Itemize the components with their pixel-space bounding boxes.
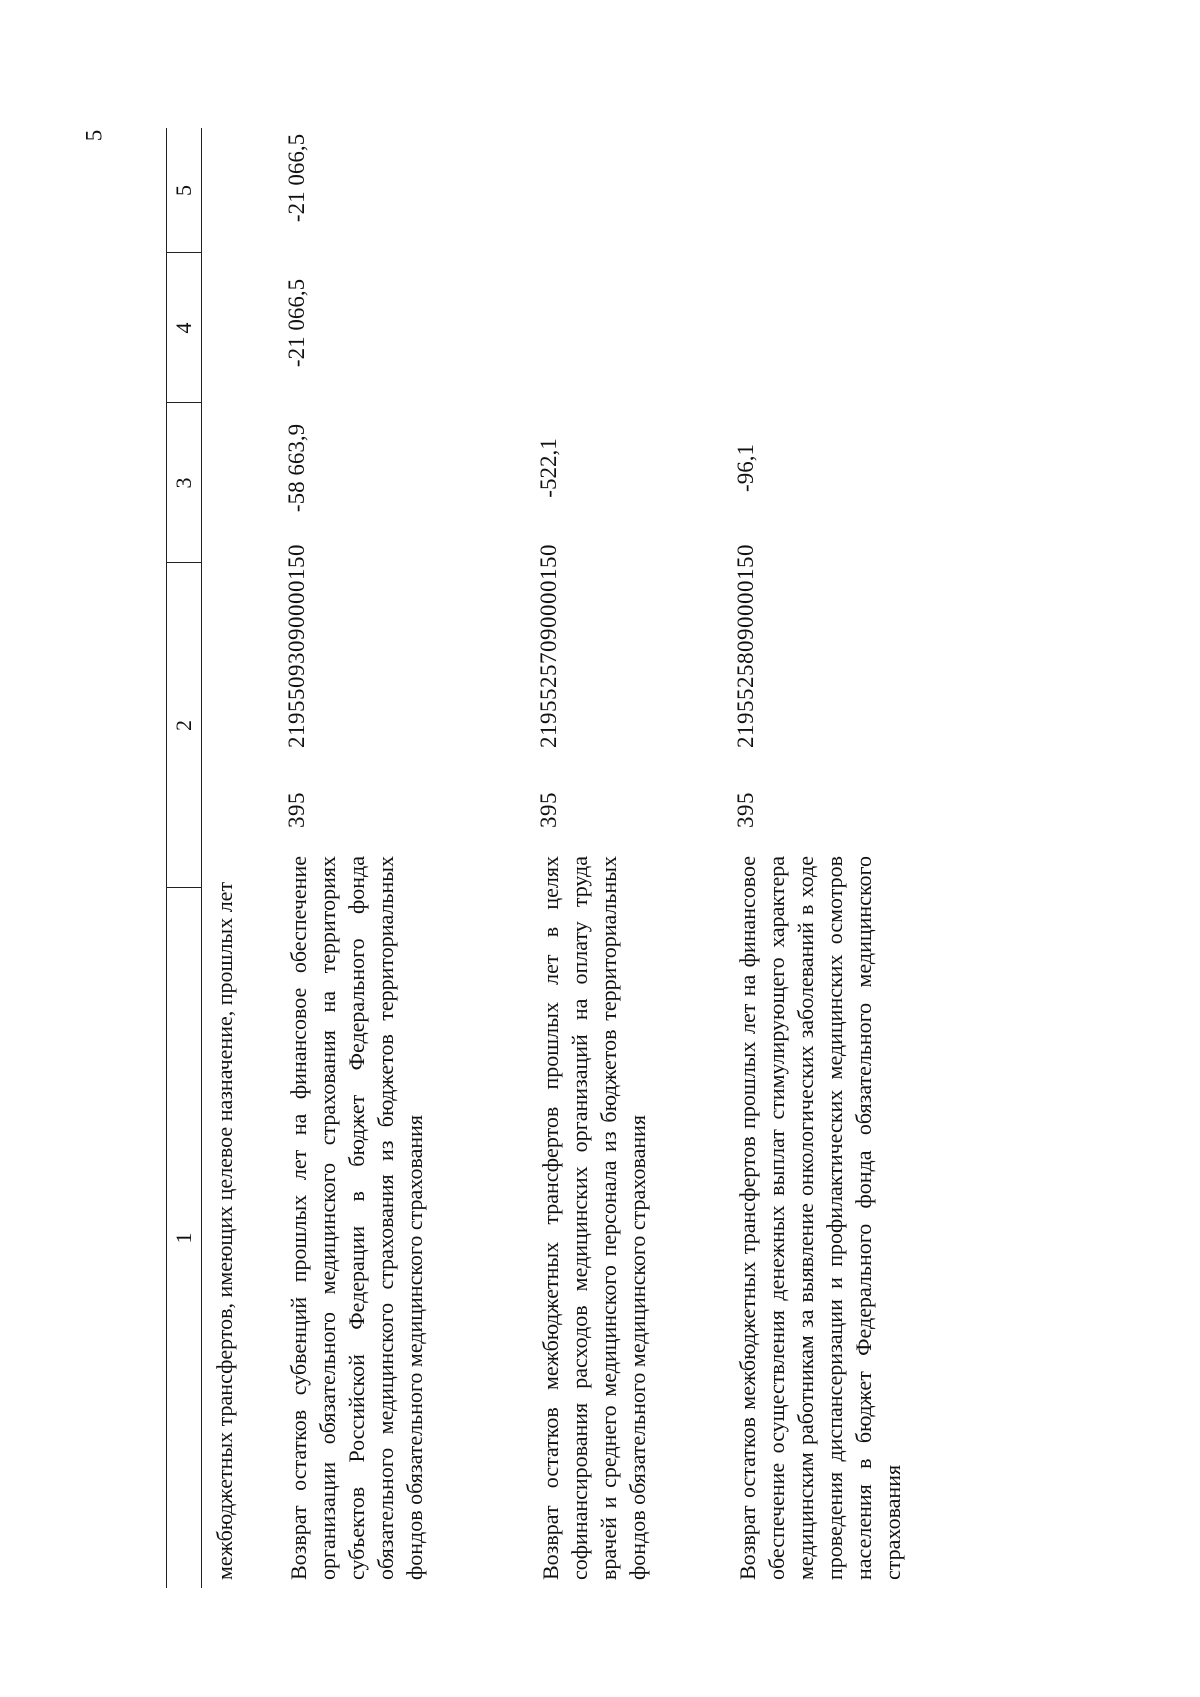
header-col-2: 2: [171, 720, 196, 731]
row-description: Возврат остатков межбюджетных трансфертов прошлых лет на финансовое обеспечение осуществления денежных выплат стимулирующего характера медицинским работникам за выявление онкологических заболеваний в ходе проведения диспансеризации и профилактических медицинских осмотров населения в бюджет Федерального фонда обязательного медицинского страхования: [735, 856, 905, 1580]
row-kbk: 21955257090000150: [536, 544, 561, 748]
page-number: 5: [81, 129, 107, 142]
row-value-col3: -522,1: [536, 438, 561, 498]
row-value-col3: -58 663,9: [284, 423, 309, 513]
header-col-1: 1: [171, 1232, 196, 1244]
row-description: межбюджетных трансфертов, имеющих целевое назначение, прошлых лет: [212, 881, 237, 1580]
budget-table: [166, 128, 1200, 1588]
row-admin-code: 395: [284, 792, 309, 828]
header-col-3: 3: [171, 477, 196, 489]
row-value-col4: -21 066,5: [284, 278, 309, 368]
row-kbk: 21955258090000150: [733, 544, 758, 748]
row-description: Возврат остатков субвенций прошлых лет на финансовое обеспечение организации обязательного медицинского страхования на территориях субъектов Российской Федерации в бюджет Федерального фонда обязательного медицинского страхования из бюджетов территориальных фондов обязательного медицинского страхования: [286, 856, 427, 1580]
row-admin-code: 395: [733, 792, 758, 828]
row-admin-code: 395: [536, 792, 561, 828]
row-kbk: 21955093090000150: [284, 544, 309, 748]
table-header: [166, 128, 202, 1588]
row-value-col5: -21 066,5: [284, 133, 309, 223]
header-col-4: 4: [171, 322, 196, 334]
header-col-5: 5: [171, 185, 196, 196]
row-description: Возврат остатков межбюджетных трансфертов прошлых лет в целях софинансирования расходов медицинских организаций на оплату труда врачей и среднего медицинского персонала из бюджетов территориальных фондов обязательного медицинского страхования: [538, 856, 650, 1580]
row-value-col3: -96,1: [733, 444, 758, 492]
